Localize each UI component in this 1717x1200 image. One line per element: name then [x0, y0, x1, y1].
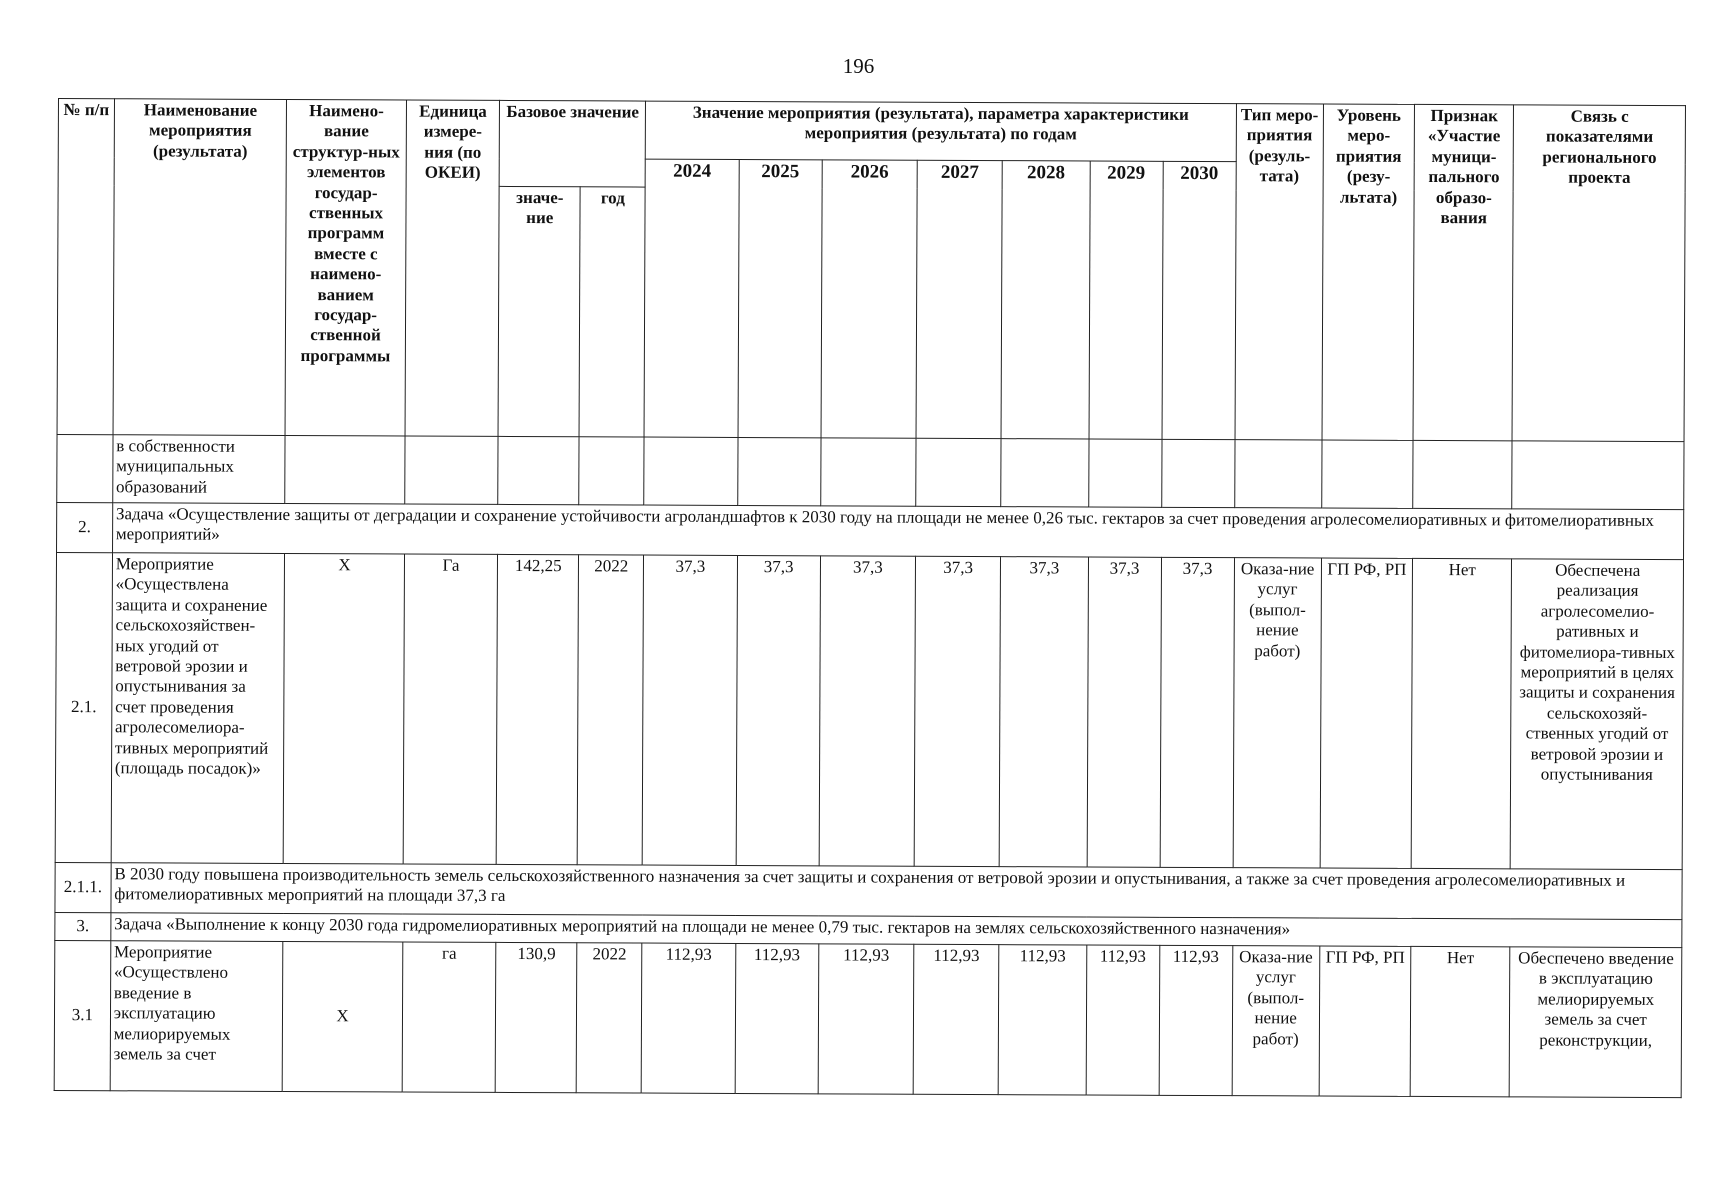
- row-2-1-value-2026: 37,3: [819, 556, 916, 866]
- header-base-value: значе-ние: [498, 186, 580, 436]
- row-2-1-value-2030: 37,3: [1160, 557, 1234, 867]
- header-link: Связь с показателями регионального проекта: [1512, 105, 1685, 442]
- row-3-1-num: 3.1: [54, 940, 110, 1090]
- row-3-1-value-2024: 112,93: [641, 943, 735, 1093]
- program-table: [54, 98, 1686, 1098]
- row-2-1-name: Мероприятие «Осуществлена защита и сохранение сельскохозяйствен-ных угодий от ветровой эрозии и опустынивания за счет проведения агролесомелиора-тивных мероприятий (площадь посадок)»: [111, 553, 285, 864]
- table-row-2-1: [55, 552, 1683, 869]
- header-year-2028: 2028: [1001, 161, 1089, 439]
- row-3-1-value-2029: 112,93: [1086, 945, 1160, 1095]
- header-year-2027: 2027: [916, 160, 1002, 438]
- header-base-year: год: [579, 187, 645, 437]
- header-row-1: [58, 99, 1685, 164]
- row-2-1-participation: Нет: [1411, 558, 1512, 868]
- row-3-1-value-2028: 112,93: [998, 945, 1086, 1095]
- task-3-num: 3.: [55, 912, 111, 940]
- table-row-continuation: [57, 434, 1684, 509]
- row-2-1-level: ГП РФ, РП: [1320, 558, 1413, 868]
- row-3-1-value-2026: 112,93: [818, 944, 914, 1094]
- row-2-1-link: Обеспечена реализация агролесомелио-ративных и фитомелиора-тивных мероприятий в целях защиты и сохранения сельскохозяй-ственных угодий от ветровой эрозии и опустынивания: [1511, 559, 1684, 870]
- header-name: Наименование мероприятия (результата): [113, 99, 287, 436]
- row-3-1-name: Мероприятие «Осуществлено введение в эксплуатацию мелиорируемых земель за счет: [110, 941, 283, 1092]
- row-2-1-value-2027: 37,3: [914, 556, 1001, 866]
- table-row-task-2: [57, 502, 1684, 559]
- table-row-2-1-1: [55, 862, 1682, 919]
- page-number: 196: [842, 54, 875, 78]
- row-2-1-value-2024: 37,3: [642, 555, 737, 865]
- header-year-2026: 2026: [821, 160, 918, 438]
- row-3-1-value-2025: 112,93: [735, 943, 819, 1093]
- row-2-1-base-value: 142,25: [496, 554, 578, 864]
- header-year-2029: 2029: [1089, 161, 1163, 439]
- row-3-1-structural: Х: [282, 941, 402, 1092]
- table-row-3-1: [54, 940, 1682, 1097]
- header-unit: Единица измере-ния (по ОКЕИ): [405, 100, 500, 436]
- row-3-1-base-year: 2022: [577, 943, 643, 1093]
- header-year-2024: 2024: [644, 159, 739, 437]
- task-3-text: Задача «Выполнение к концу 2030 года гидромелиоративных мероприятий на площади не менее 0,79 тыс. гектаров на землях сельскохозяйственного назначения»: [111, 913, 1682, 948]
- row-3-1-value-2027: 112,93: [913, 944, 999, 1094]
- row-2-1-structural: Х: [283, 553, 404, 864]
- header-year-2025: 2025: [738, 159, 822, 437]
- row-2-1-value-2029: 37,3: [1087, 557, 1161, 867]
- row-continuation-name: в собственности муниципальных образований: [113, 435, 286, 504]
- header-base: Базовое значение: [499, 100, 645, 187]
- row-3-1-value-2030: 112,93: [1159, 945, 1233, 1095]
- task-2-num: 2.: [57, 502, 113, 552]
- row-2-1-num: 2.1.: [55, 552, 112, 862]
- header-values-by-year: Значение мероприятия (результата), параметра характеристики мероприятия (результата) по годам: [645, 101, 1236, 162]
- header-participation: Признак «Участие муници-пального образо-вания: [1413, 104, 1514, 440]
- row-2-1-type: Оказа-ние услуг (выпол-нение работ): [1233, 558, 1322, 868]
- header-structural: Наимено-вание структур-ных элементов государ-ственных программ вместе с наимено-ванием государ-ственной программы: [285, 99, 406, 436]
- header-type: Тип меро-приятия (резуль-тата): [1235, 104, 1324, 440]
- header-year-2030: 2030: [1162, 161, 1236, 439]
- row-3-1-participation: Нет: [1410, 946, 1510, 1096]
- row-2-1-1-num: 2.1.1.: [55, 862, 111, 912]
- task-2-text: Задача «Осуществление защиты от деградации и сохранение устойчивости агроландшафтов к 2030 году на площади не менее 0,26 тыс. гектаров за счет проведения агролесомелиоративных и фитомелиоративных мероприятий»: [112, 503, 1683, 560]
- row-2-1-unit: Га: [403, 554, 498, 864]
- row-2-1-value-2025: 37,3: [736, 555, 821, 865]
- row-3-1-unit: га: [402, 942, 496, 1092]
- row-2-1-base-year: 2022: [578, 555, 644, 865]
- row-2-1-value-2028: 37,3: [999, 557, 1088, 867]
- row-3-1-base-value: 130,9: [495, 942, 577, 1092]
- row-3-1-level: ГП РФ, РП: [1319, 946, 1411, 1096]
- header-num: № п/п: [57, 99, 114, 435]
- row-3-1-link: Обеспечено введение в эксплуатацию мелиорируемых земель за счет реконструкции,: [1510, 947, 1682, 1098]
- row-2-1-1-text: В 2030 году повышена производительность земель сельскохозяйственного назначения за счет защиты и сохранения от ветровой эрозии и опустынивания, а также за счет проведения агролесомелиоративных и фитомелиоративных мероприятий на площади 37,3 га: [111, 863, 1682, 920]
- header-level: Уровень меро-приятия (резу-льтата): [1322, 104, 1415, 440]
- row-3-1-type: Оказа-ние услуг (выпол-нение работ): [1232, 946, 1320, 1096]
